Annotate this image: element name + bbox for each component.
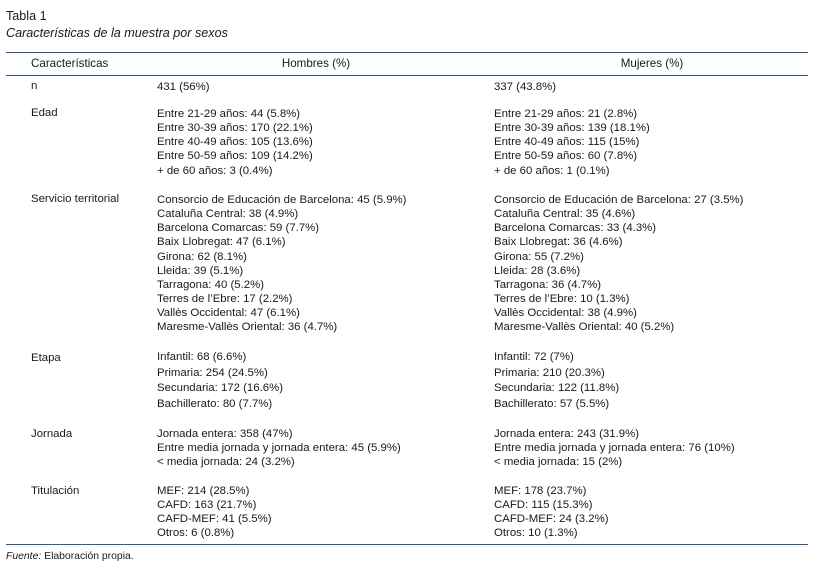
cell-line: Consorcio de Educación de Barcelona: 45 (5.9%) [157,194,407,206]
cell-line: Bachillerato: 80 (7.7%) [157,397,273,410]
cell-line: Maresme-Vallès Oriental: 40 (5.2%) [494,321,675,334]
cell-line: Lleida: 39 (5.1%) [157,264,244,277]
cell-line: Entre media jornada y jornada entera: 45 (5.9%) [157,442,401,455]
cell-mujeres-n [494,80,556,94]
cell-line: Baix Llobregat: 36 (4.6%) [494,236,623,249]
cell-line: Barcelona Comarcas: 33 (4.3%) [494,222,657,235]
cell-line: Vallès Occidental: 47 (6.1%) [157,307,300,320]
cell-line: Entre 50-59 años: 109 (14.2%) [157,150,313,163]
cell-line: Jornada entera: 243 (31.9%) [494,428,640,440]
cell-line: Secundaria: 172 (16.6%) [157,382,284,395]
cell-line: 337 (43.8%) [494,81,557,93]
header-col-mujeres: Mujeres (%) [620,57,684,70]
cell-line: Girona: 62 (8.1%) [157,250,247,263]
cell-mujeres-titulacion [494,484,609,541]
cell-line: Consorcio de Educación de Barcelona: 27 (3.5%) [494,194,744,206]
row-label-etapa: Etapa [31,352,61,364]
row-label-n: n [31,80,38,92]
cell-line: + de 60 años: 1 (0.1%) [494,164,610,177]
cell-line: Maresme-Vallès Oriental: 36 (4.7%) [157,321,338,334]
cell-line: CAFD-MEF: 24 (3.2%) [494,513,609,526]
cell-line: Girona: 55 (7.2%) [494,250,584,263]
cell-line: Entre media jornada y jornada entera: 76 (10%) [494,442,735,455]
row-label-titulacion: Titulación [31,485,80,497]
cell-mujeres-etapa [494,350,619,412]
cell-line: Primaria: 254 (24.5%) [157,366,268,379]
cell-line: + de 60 años: 3 (0.4%) [157,164,273,177]
cell-line: 431 (56%) [157,81,210,93]
cell-line: Jornada entera: 358 (47%) [157,428,293,440]
cell-line: Terres de l’Ebre: 17 (2.2%) [157,293,293,306]
cell-line: Entre 50-59 años: 60 (7.8%) [494,150,638,163]
cell-mujeres-jornada [494,427,735,469]
cell-line: CAFD-MEF: 41 (5.5%) [157,513,272,526]
cell-line: Primaria: 210 (20.3%) [494,366,605,379]
cell-line: Infantil: 68 (6.6%) [157,351,247,363]
cell-mujeres-servicio [494,193,743,335]
table-footer [6,551,134,562]
cell-line: MEF: 214 (28.5%) [157,485,250,497]
cell-line: Entre 21-29 años: 21 (2.8%) [494,108,638,120]
cell-line: CAFD: 163 (21.7%) [157,499,257,512]
cell-hombres-servicio [157,193,406,335]
header-col-caracteristicas: Características [31,57,109,70]
cell-hombres-edad [157,107,313,178]
row-label-jornada: Jornada [31,428,73,440]
cell-line: Otros: 6 (0.8%) [157,527,235,540]
cell-line: Terres de l’Ebre: 10 (1.3%) [494,293,630,306]
table-caption-number: Tabla 1 [6,9,47,23]
cell-hombres-jornada [157,427,401,469]
cell-line: Baix Llobregat: 47 (6.1%) [157,236,286,249]
footer-text: Elaboración propia. [44,551,134,562]
cell-line: Infantil: 72 (7%) [494,351,574,363]
table-caption-title: Características de la muestra por sexos [6,26,228,40]
cell-line: Entre 21-29 años: 44 (5.8%) [157,108,301,120]
cell-line: Entre 40-49 años: 105 (13.6%) [157,136,313,149]
row-label-servicio-territorial: Servicio territorial [31,193,119,205]
cell-line: Cataluña Central: 38 (4.9%) [157,208,299,221]
cell-line: Barcelona Comarcas: 59 (7.7%) [157,222,320,235]
cell-line: Lleida: 28 (3.6%) [494,264,581,277]
cell-line: Entre 40-49 años: 115 (15%) [494,136,640,149]
cell-line: Vallès Occidental: 38 (4.9%) [494,307,637,320]
cell-line: < media jornada: 24 (3.2%) [157,456,295,469]
cell-line: Entre 30-39 años: 170 (22.1%) [157,122,313,135]
cell-line: < media jornada: 15 (2%) [494,456,623,469]
header-rule [6,75,808,76]
cell-mujeres-edad [494,107,650,178]
cell-hombres-etapa [157,350,283,412]
bottom-rule [6,544,808,545]
cell-line: Tarragona: 40 (5.2%) [157,278,265,291]
cell-hombres-n [157,80,210,94]
top-rule [6,52,808,53]
cell-line: CAFD: 115 (15.3%) [494,499,593,512]
cell-line: Otros: 10 (1.3%) [494,527,578,540]
cell-line: Entre 30-39 años: 139 (18.1%) [494,122,650,135]
cell-line: MEF: 178 (23.7%) [494,485,587,497]
footer-label: Fuente: [6,551,42,562]
cell-line: Tarragona: 36 (4.7%) [494,278,602,291]
cell-hombres-titulacion [157,484,272,541]
row-label-edad: Edad [31,107,58,119]
cell-line: Secundaria: 122 (11.8%) [494,382,620,395]
cell-line: Bachillerato: 57 (5.5%) [494,397,610,410]
cell-line: Cataluña Central: 35 (4.6%) [494,208,636,221]
header-col-hombres: Hombres (%) [281,57,351,70]
